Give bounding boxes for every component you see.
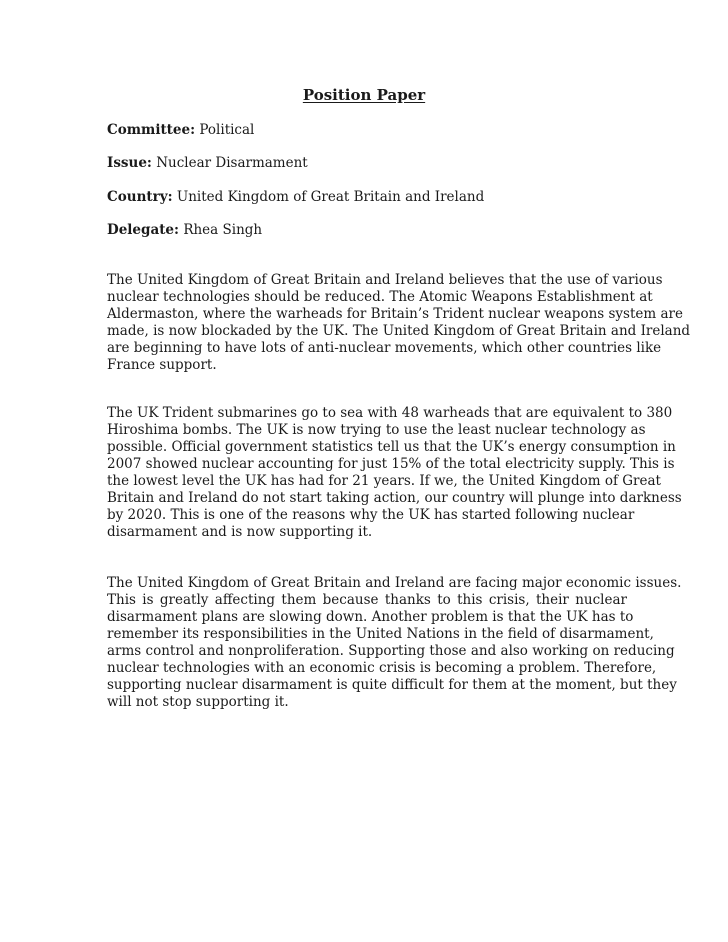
country-value: United Kingdom of Great Britain and Ireland	[176, 189, 485, 205]
paragraph-line: This is greatly affecting them because thanks to this crisis, their nuclear	[107, 592, 627, 608]
delegate-label: Delegate:	[107, 222, 180, 238]
paragraph-line: by 2020. This is one of the reasons why the UK has started following nuclear	[107, 507, 635, 523]
issue-value: Nuclear Disarmament	[156, 155, 308, 171]
paragraph-line: Hiroshima bombs. The UK is now trying to use the least nuclear technology as	[107, 422, 646, 438]
paragraph-line: will not stop supporting it.	[107, 694, 289, 710]
paragraph-line: remember its responsibilities in the United Nations in the field of disarmament,	[107, 626, 654, 642]
delegate-line	[107, 221, 262, 239]
paragraph-1	[107, 272, 691, 374]
paragraph-2	[107, 405, 682, 541]
paragraph-line: The United Kingdom of Great Britain and Ireland believes that the use of various	[107, 272, 663, 288]
paragraph-line: made, is now blockaded by the UK. The United Kingdom of Great Britain and Ireland	[107, 323, 691, 339]
paragraph-line: Britain and Ireland do not start taking action, our country will plunge into darkness	[107, 490, 682, 506]
delegate-value: Rhea Singh	[183, 222, 263, 238]
paragraph-line: The UK Trident submarines go to sea with 48 warheads that are equivalent to 380	[107, 405, 673, 421]
paragraph-line: supporting nuclear disarmament is quite difficult for them at the moment, but they	[107, 677, 677, 693]
paragraph-line: nuclear technologies should be reduced. The Atomic Weapons Establishment at	[107, 289, 653, 305]
paragraph-line: are beginning to have lots of anti-nuclear movements, which other countries like	[107, 340, 662, 356]
issue-label: Issue:	[107, 155, 152, 171]
country-label: Country:	[107, 189, 173, 205]
paragraph-line: disarmament and is now supporting it.	[107, 524, 373, 540]
paragraph-line: The United Kingdom of Great Britain and Ireland are facing major economic issues.	[107, 575, 682, 591]
committee-value: Political	[199, 122, 255, 138]
paragraph-line: 2007 showed nuclear accounting for just 15% of the total electricity supply. This is	[107, 456, 675, 472]
page-title: Position Paper	[302, 86, 426, 104]
paragraph-line: arms control and nonproliferation. Supporting those and also working on reducing	[107, 643, 675, 659]
issue-line	[107, 154, 308, 172]
country-line	[107, 188, 484, 206]
paragraph-line: France support.	[107, 357, 217, 373]
committee-line	[107, 121, 254, 139]
paragraph-3	[107, 575, 682, 711]
paragraph-line: possible. Official government statistics tell us that the UK’s energy consumption in	[107, 439, 676, 455]
committee-label: Committee:	[107, 122, 196, 138]
paragraph-line: disarmament plans are slowing down. Another problem is that the UK has to	[107, 609, 634, 625]
paragraph-line: the lowest level the UK has had for 21 years. If we, the United Kingdom of Great	[107, 473, 661, 489]
paragraph-line: Aldermaston, where the warheads for Britain’s Trident nuclear weapons system are	[107, 306, 683, 322]
paragraph-line: nuclear technologies with an economic crisis is becoming a problem. Therefore,	[107, 660, 657, 676]
